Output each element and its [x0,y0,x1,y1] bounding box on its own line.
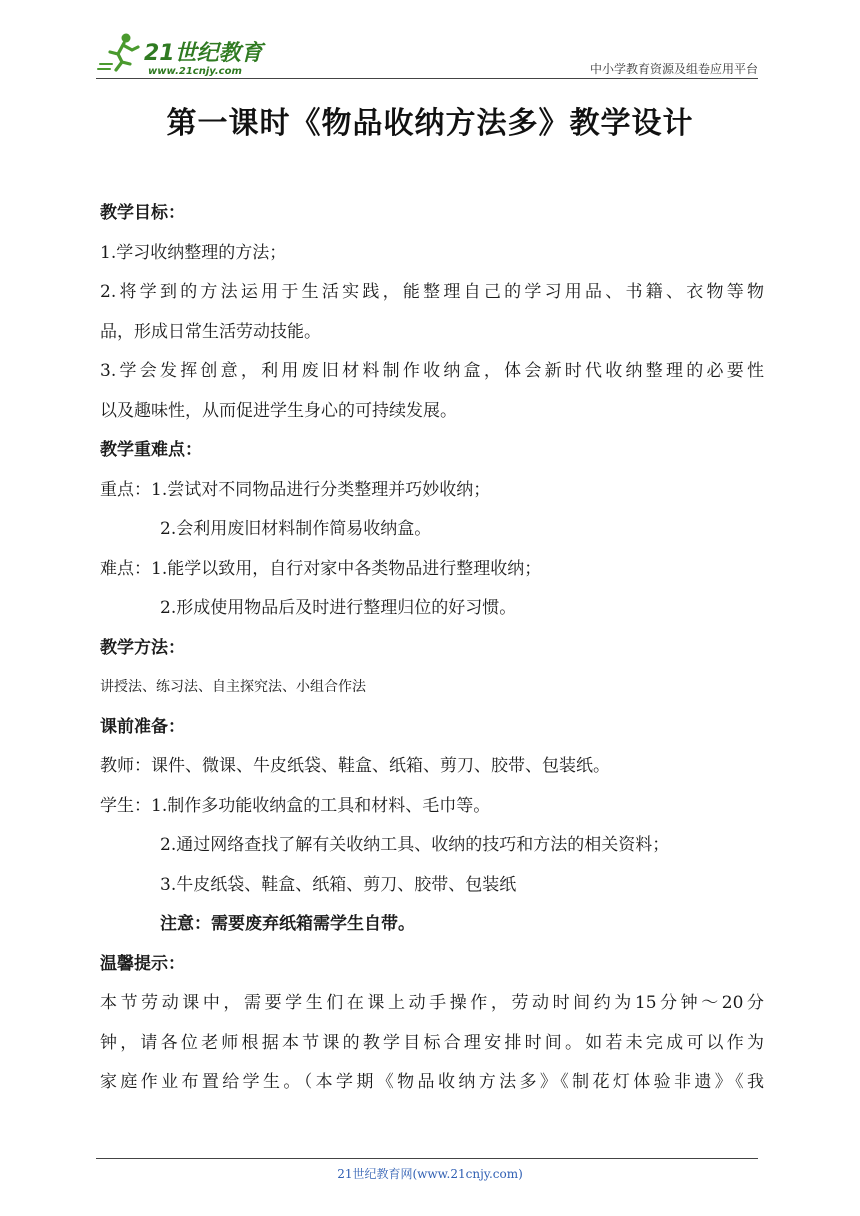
student-prep-line [100,787,764,827]
teacher-prep-text: 课件、微课、牛皮纸袋、鞋盒、纸箱、剪刀、胶带、包装纸。 [151,756,610,776]
tips-line: 钟，请各位老师根据本节课的教学目标合理安排时间。如若未完成可以作为 [100,1032,764,1053]
key-point-text: 2.会利用废旧材料制作简易收纳盒。 [160,519,432,539]
page-header [96,30,758,80]
svg-text:21世纪教育: 21世纪教育 [144,41,263,66]
tips-heading: 温馨提示： [100,953,185,974]
student-prep-text: 1.制作多功能收纳盒的工具和材料、毛巾等。 [151,795,491,816]
site-logo [96,30,266,80]
teacher-prep-line [100,747,764,787]
runner-icon [98,34,138,71]
difficulty-text: 1.能学以致用，自行对家中各类物品进行整理收纳； [151,558,542,579]
difficulty-text: 2.形成使用物品后及时进行整理归位的好习惯。 [160,598,517,618]
objective-line: 3.学会发挥创意，利用废旧材料制作收纳盒，体会新时代收纳整理的必要性 [100,361,764,381]
student-prep-text: 2.通过网络查找了解有关收纳工具、收纳的技巧和方法的相关资料； [160,835,670,855]
objective-line: 2.将学到的方法运用于生活实践，能整理自己的学习用品、书籍、衣物等物 [100,282,764,302]
objectives-heading: 教学目标： [100,203,185,223]
difficulty-line [100,550,764,590]
tips-line: 本节劳动课中，需要学生们在课上动手操作，劳动时间约为15分钟～20分 [100,993,764,1013]
footer-text: 21世纪教育网(www.21cnjy.com) [337,1167,523,1181]
tips-line: 家庭作业布置给学生。（本学期《物品收纳方法多》《制花灯体验非遗》《我 [100,1072,764,1092]
page-title: 第一课时《物品收纳方法多》教学设计 [166,106,694,141]
key-label: 重点： [100,479,151,500]
header-divider [96,78,758,79]
header-platform-text: 中小学教育资源及组卷应用平台 [589,62,758,76]
key-point-line [100,471,764,511]
preparation-note: 注意：需要废弃纸箱需学生自带。 [160,914,415,934]
svg-text:www.21cnjy.com: www.21cnjy.com [148,66,242,77]
methods-text: 讲授法、练习法、自主探究法、小组合作法 [100,679,366,695]
methods-heading: 教学方法： [100,637,185,658]
objective-line: 以及趣味性，从而促进学生身心的可持续发展。 [100,400,457,421]
key-points-heading: 教学重难点： [100,440,202,460]
teacher-label: 教师： [100,756,151,776]
student-prep-text: 3.牛皮纸袋、鞋盒、纸箱、剪刀、胶带、包装纸 [160,874,517,895]
objective-line: 1.学习收纳整理的方法； [100,242,287,263]
objective-line: 品，形成日常生活劳动技能。 [100,321,321,342]
footer-divider [96,1158,758,1159]
student-label: 学生： [100,795,151,816]
document-body [100,194,764,1103]
difficulty-label: 难点： [100,558,151,579]
key-point-text: 1.尝试对不同物品进行分类整理并巧妙收纳； [151,479,491,500]
preparation-heading: 课前准备： [100,716,185,737]
